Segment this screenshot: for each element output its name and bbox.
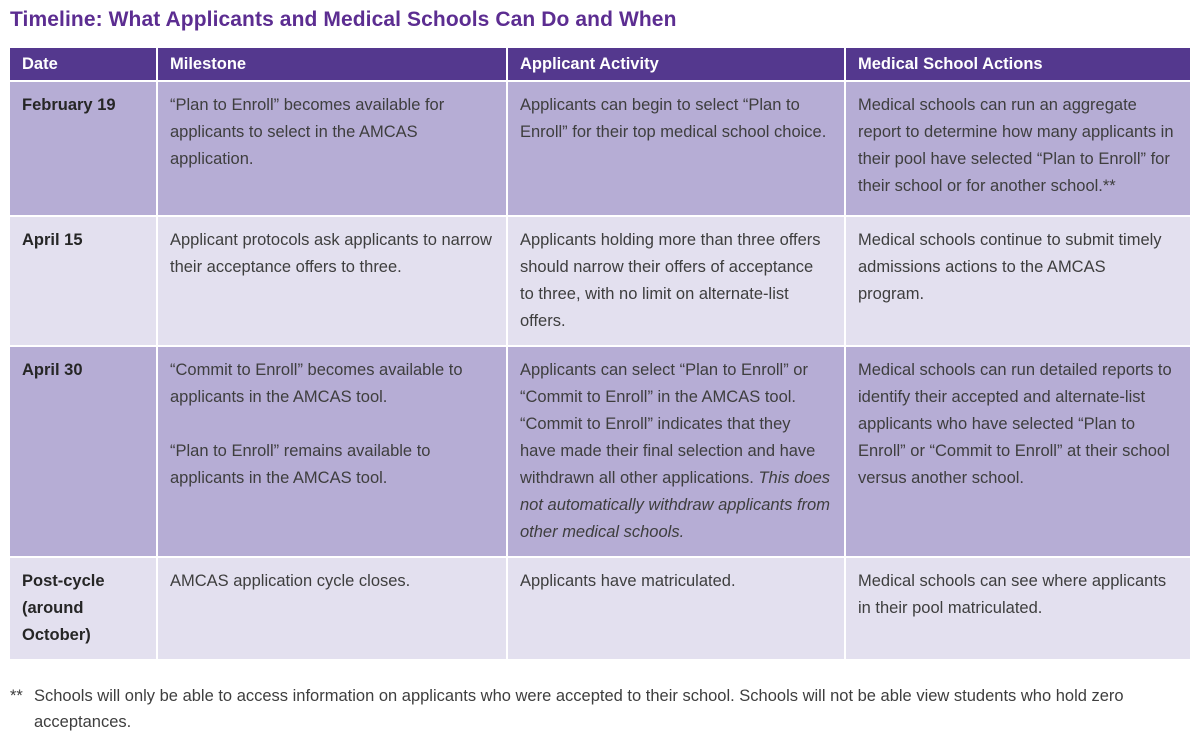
cell-paragraph: [858, 357, 1176, 492]
table-row: [9, 557, 1191, 660]
cell-paragraph: [170, 227, 492, 281]
footnote-text: Schools will only be able to access information on applicants who were accepted to their school. Schools will not be able view students who hold zero acceptances.: [34, 687, 1124, 731]
cell-paragraph: [520, 568, 830, 595]
cell-paragraph: [170, 438, 492, 492]
medical-school-actions-cell: [845, 557, 1191, 660]
page-title: Timeline: What Applicants and Medical Schools Can Do and When: [10, 8, 677, 31]
cell-text-italic: This does not automatically withdraw applicants from other medical schools.: [520, 469, 831, 541]
cell-paragraph: [520, 92, 830, 146]
column-header-applicant-activity: Applicant Activity: [507, 47, 845, 81]
applicant-activity-cell: [507, 346, 845, 557]
milestone-cell: [157, 346, 507, 557]
cell-paragraph: [170, 568, 492, 595]
cell-text: Medical schools continue to submit timely admissions actions to the AMCAS program.: [858, 231, 1162, 303]
milestone-cell: [157, 81, 507, 216]
table-row: [9, 216, 1191, 346]
cell-paragraph: [858, 92, 1176, 200]
cell-text: Applicants have matriculated.: [520, 572, 736, 590]
date-cell: Post-cycle (around October): [9, 557, 157, 660]
date-cell: April 30: [9, 346, 157, 557]
cell-text: Medical schools can run an aggregate report to determine how many applicants in their pool have selected “Plan to Enroll” for their school or for another school.**: [858, 96, 1174, 195]
cell-paragraph: [858, 227, 1176, 308]
cell-text: AMCAS application cycle closes.: [170, 572, 411, 590]
applicant-activity-cell: [507, 557, 845, 660]
table-row: [9, 346, 1191, 557]
cell-paragraph: [170, 357, 492, 411]
column-header-medical-school-actions: Medical School Actions: [845, 47, 1191, 81]
date-cell: February 19: [9, 81, 157, 216]
table-header: [9, 47, 1191, 81]
cell-paragraph: [858, 568, 1176, 622]
cell-text: “Plan to Enroll” becomes available for applicants to select in the AMCAS application.: [170, 96, 445, 168]
applicant-activity-cell: [507, 216, 845, 346]
column-header-date: Date: [9, 47, 157, 81]
medical-school-actions-cell: [845, 346, 1191, 557]
cell-text: Applicants can select “Plan to Enroll” or “Commit to Enroll” in the AMCAS tool. “Commit to Enroll” indicates that they have made their final selection and have withdrawn all other applications.: [520, 361, 816, 487]
footnote-marker: **: [10, 687, 23, 705]
cell-paragraph: [520, 227, 830, 335]
cell-text: “Plan to Enroll” remains available to applicants in the AMCAS tool.: [170, 442, 431, 487]
cell-text: “Commit to Enroll” becomes available to applicants in the AMCAS tool.: [170, 361, 463, 406]
cell-text: Medical schools can run detailed reports to identify their accepted and alternate-list applicants who have selected “Plan to Enroll” or “Commit to Enroll” at their school versus another school.: [858, 361, 1172, 487]
footnote: [10, 683, 1190, 735]
cell-text: Applicants can begin to select “Plan to Enroll” for their top medical school choice.: [520, 96, 827, 141]
table-body: [9, 81, 1191, 660]
cell-paragraph: [170, 92, 492, 173]
medical-school-actions-cell: [845, 81, 1191, 216]
date-cell: April 15: [9, 216, 157, 346]
applicant-activity-cell: [507, 81, 845, 216]
table-row: [9, 81, 1191, 216]
milestone-cell: [157, 216, 507, 346]
medical-school-actions-cell: [845, 216, 1191, 346]
column-header-milestone: Milestone: [157, 47, 507, 81]
cell-text: Applicants holding more than three offers should narrow their offers of acceptance to three, with no limit on alternate-list offers.: [520, 231, 821, 330]
cell-paragraph: [520, 357, 830, 546]
table-header-row: [9, 47, 1191, 81]
cell-text: Applicant protocols ask applicants to narrow their acceptance offers to three.: [170, 231, 492, 276]
cell-text: Medical schools can see where applicants in their pool matriculated.: [858, 572, 1167, 617]
milestone-cell: [157, 557, 507, 660]
timeline-table: [8, 46, 1192, 661]
